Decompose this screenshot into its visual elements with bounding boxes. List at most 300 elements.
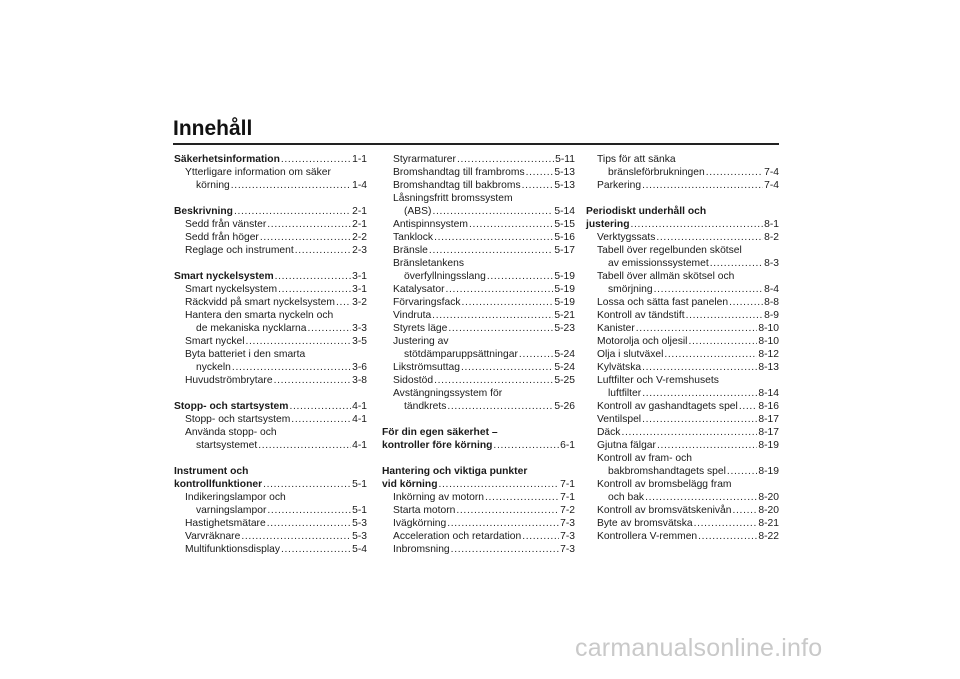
toc-entry-label: Katalysator xyxy=(393,284,445,295)
dot-leader xyxy=(263,478,351,491)
toc-entry[interactable] xyxy=(174,244,367,257)
toc-entry[interactable] xyxy=(382,153,575,166)
toc-entry-label: Justering av xyxy=(393,336,449,347)
page-number: 8-1 xyxy=(764,219,779,230)
toc-entry-label: överfyllningsslang xyxy=(404,271,486,282)
toc-entry-label: Ytterligare information om säker xyxy=(185,167,331,178)
toc-entry[interactable] xyxy=(586,361,779,374)
toc-entry-label: Antispinnsystem xyxy=(393,219,468,230)
toc-entry-label: av emissionssystemet xyxy=(608,258,709,269)
toc-line xyxy=(174,543,367,556)
page-number: 5-19 xyxy=(554,271,575,282)
toc-line xyxy=(174,465,367,478)
page-number: 5-19 xyxy=(554,284,575,295)
page-number: 8-9 xyxy=(764,310,779,321)
toc-entry[interactable] xyxy=(586,322,779,335)
dot-leader xyxy=(739,400,758,413)
toc-entry[interactable] xyxy=(586,296,779,309)
page-number: 8-4 xyxy=(764,284,779,295)
toc-entry-label: luftfilter xyxy=(608,388,642,399)
toc-entry[interactable] xyxy=(586,270,779,296)
toc-line xyxy=(382,530,575,543)
page-number: 8-10 xyxy=(758,323,779,334)
toc-entry-label: Multifunktionsdisplay xyxy=(185,544,281,555)
toc-entry-label: Styrets läge xyxy=(393,323,448,334)
toc-entry[interactable] xyxy=(174,530,367,543)
toc-entry[interactable] xyxy=(382,257,575,283)
toc-entry-label: Reglage och instrument xyxy=(185,245,294,256)
dot-leader xyxy=(275,270,352,283)
toc-entry-label: Lossa och sätta fast panelen xyxy=(597,297,729,308)
toc-entry[interactable] xyxy=(174,309,367,335)
dot-leader xyxy=(232,361,351,374)
toc-line xyxy=(586,504,779,517)
toc-line xyxy=(174,283,367,296)
toc-entry-label: Stopp- och startsystem xyxy=(185,414,291,425)
dot-leader xyxy=(274,374,352,387)
dot-leader xyxy=(493,439,559,452)
page-number: 8-3 xyxy=(764,258,779,269)
toc-entry[interactable] xyxy=(382,283,575,296)
toc-entry[interactable] xyxy=(382,335,575,361)
toc-entry[interactable] xyxy=(586,517,779,530)
dot-leader xyxy=(231,179,351,192)
toc-line xyxy=(382,309,575,322)
page-number: 7-2 xyxy=(560,505,575,516)
toc-entry-label: bakbromshandtagets spel xyxy=(608,466,726,477)
dot-leader xyxy=(656,231,763,244)
toc-line xyxy=(382,218,575,231)
toc-line xyxy=(174,491,367,504)
dot-leader xyxy=(456,504,559,517)
toc-entry[interactable] xyxy=(174,335,367,348)
toc-line xyxy=(382,465,575,478)
toc-line xyxy=(586,283,779,296)
toc-entry[interactable] xyxy=(174,231,367,244)
toc-entry-label: Kontroll av fram- och xyxy=(597,453,692,464)
toc-entry-label: Sedd från vänster xyxy=(185,219,267,230)
page-number: 3-1 xyxy=(352,271,367,282)
dot-leader xyxy=(733,504,758,517)
toc-line xyxy=(586,530,779,543)
toc-entry-label: Tabell över regelbunden skötsel xyxy=(597,245,742,256)
toc-entry-label: Avstängningssystem för xyxy=(393,388,503,399)
dot-leader xyxy=(485,491,559,504)
toc-entry-label: Motorolja och oljesil xyxy=(597,336,688,347)
toc-entry-label: Tabell över allmän skötsel och xyxy=(597,271,735,282)
toc-line xyxy=(174,426,367,439)
toc-entry[interactable] xyxy=(586,478,779,504)
toc-entry[interactable] xyxy=(586,335,779,348)
toc-entry[interactable] xyxy=(586,348,779,361)
page-number: 5-26 xyxy=(554,401,575,412)
page-number: 5-4 xyxy=(352,544,367,555)
toc-line xyxy=(382,322,575,335)
toc-section-heading: Periodiskt underhåll och xyxy=(586,206,707,217)
toc-entry-label: tändkrets xyxy=(404,401,447,412)
page-number: 5-21 xyxy=(554,310,575,321)
toc-entry[interactable] xyxy=(174,426,367,452)
dot-leader xyxy=(657,439,757,452)
toc-line xyxy=(174,218,367,231)
page-number: 2-1 xyxy=(352,206,367,217)
toc-entry-label: Starta motorn xyxy=(393,505,456,516)
page-number: 2-3 xyxy=(352,245,367,256)
dot-leader xyxy=(291,413,351,426)
toc-line xyxy=(382,335,575,348)
toc-entry-label: nyckeln xyxy=(196,362,231,373)
toc-entry-label: Använda stopp- och xyxy=(185,427,277,438)
toc-line xyxy=(174,231,367,244)
toc-line xyxy=(382,244,575,257)
toc-entry[interactable] xyxy=(174,491,367,517)
dot-leader xyxy=(241,530,351,543)
toc-entry-label: Kontroll av bromsbelägg fram xyxy=(597,479,732,490)
page-number: 8-13 xyxy=(758,362,779,373)
toc-entry[interactable] xyxy=(586,426,779,439)
toc-section-heading: Instrument och xyxy=(174,466,249,477)
toc-entry-label: Bromshandtag till frambroms xyxy=(393,167,525,178)
page-number: 7-3 xyxy=(560,544,575,555)
page-number: 1-4 xyxy=(352,180,367,191)
dot-leader xyxy=(694,517,758,530)
toc-line xyxy=(174,530,367,543)
toc-line xyxy=(174,478,367,491)
dot-leader xyxy=(429,244,553,257)
toc-line xyxy=(586,205,779,218)
page-number: 5-16 xyxy=(554,232,575,243)
toc-line xyxy=(174,309,367,322)
page-number: 7-3 xyxy=(560,518,575,529)
toc-entry[interactable] xyxy=(382,296,575,309)
page-number: 7-1 xyxy=(560,479,575,490)
dot-leader xyxy=(654,283,763,296)
toc-entry[interactable] xyxy=(382,530,575,543)
toc-line xyxy=(586,374,779,387)
dot-leader xyxy=(698,530,757,543)
toc-entry[interactable] xyxy=(174,270,367,283)
toc-entry[interactable] xyxy=(382,491,575,504)
page-number: 8-2 xyxy=(764,232,779,243)
toc-line xyxy=(382,400,575,413)
toc-entry-label: Kontroll av tändstift xyxy=(597,310,685,321)
dot-leader xyxy=(710,257,763,270)
dot-leader xyxy=(519,348,553,361)
toc-line xyxy=(586,179,779,192)
dot-leader xyxy=(446,283,554,296)
page-number: 5-23 xyxy=(554,323,575,334)
page-number: 8-20 xyxy=(758,492,779,503)
toc-line xyxy=(586,478,779,491)
toc-section-heading: Hantering och viktiga punkter xyxy=(382,466,528,477)
dot-leader xyxy=(448,322,553,335)
toc-line xyxy=(382,348,575,361)
toc-entry-label: (ABS) xyxy=(404,206,432,217)
toc-line xyxy=(174,166,367,179)
toc-entry-label: Tanklock xyxy=(393,232,434,243)
toc-section-heading: Säkerhetsinformation xyxy=(174,154,280,165)
page-number: 5-24 xyxy=(554,349,575,360)
toc-entry[interactable] xyxy=(174,348,367,374)
toc-entry-label: Olja i slutväxel xyxy=(597,349,664,360)
toc-line xyxy=(174,270,367,283)
toc-line xyxy=(586,426,779,439)
dot-leader xyxy=(645,491,757,504)
dot-leader xyxy=(447,517,559,530)
page-number: 8-22 xyxy=(758,531,779,542)
toc-entry[interactable] xyxy=(382,322,575,335)
toc-entry-label: Kontrollera V-remmen xyxy=(597,531,698,542)
toc-entry-label: Gjutna fälgar xyxy=(597,440,656,451)
page-number: 4-1 xyxy=(352,401,367,412)
page-number: 5-1 xyxy=(352,505,367,516)
toc-entry-label: Ventilspel xyxy=(597,414,642,425)
toc-entry[interactable] xyxy=(586,231,779,244)
toc-entry[interactable] xyxy=(174,166,367,192)
toc-entry[interactable] xyxy=(586,400,779,413)
toc-line xyxy=(174,517,367,530)
toc-entry[interactable] xyxy=(382,179,575,192)
toc-line xyxy=(382,374,575,387)
page-number: 5-13 xyxy=(554,180,575,191)
title-divider xyxy=(173,143,779,145)
toc-entry[interactable] xyxy=(174,283,367,296)
toc-line xyxy=(586,465,779,478)
toc-entry[interactable] xyxy=(174,153,367,166)
page-number: 6-1 xyxy=(560,440,575,451)
toc-line xyxy=(586,257,779,270)
toc-line xyxy=(382,231,575,244)
dot-leader xyxy=(281,153,351,166)
dot-leader xyxy=(246,335,352,348)
page-number: 1-1 xyxy=(352,154,367,165)
toc-line xyxy=(174,374,367,387)
dot-leader xyxy=(447,400,553,413)
page-number: 5-3 xyxy=(352,518,367,529)
toc-line xyxy=(382,283,575,296)
dot-leader xyxy=(234,205,351,218)
dot-leader xyxy=(336,296,351,309)
toc-entry[interactable] xyxy=(382,244,575,257)
toc-line xyxy=(174,322,367,335)
toc-entry[interactable] xyxy=(586,205,779,231)
toc-entry-label: Bränsle xyxy=(393,245,428,256)
toc-entry[interactable] xyxy=(382,218,575,231)
toc-entry-label: smörjning xyxy=(608,284,653,295)
page-number: 2-2 xyxy=(352,232,367,243)
page-number: 8-10 xyxy=(758,336,779,347)
page-number: 3-5 xyxy=(352,336,367,347)
dot-leader xyxy=(469,218,553,231)
toc-line xyxy=(382,491,575,504)
page-number: 4-1 xyxy=(352,440,367,451)
page-number: 5-15 xyxy=(554,219,575,230)
page-number: 8-21 xyxy=(758,518,779,529)
toc-entry-label: och bak xyxy=(608,492,645,503)
toc-entry-label: Smart nyckel xyxy=(185,336,245,347)
toc-entry-label: stötdämparuppsättningar xyxy=(404,349,518,360)
page-number: 3-2 xyxy=(352,297,367,308)
page-number: 8-19 xyxy=(758,466,779,477)
toc-entry-label: Tips för att sänka xyxy=(597,154,676,165)
toc-line xyxy=(382,543,575,556)
toc-line xyxy=(382,517,575,530)
page-number: 8-16 xyxy=(758,401,779,412)
toc-entry-label: Sedd från höger xyxy=(185,232,259,243)
page-number: 3-1 xyxy=(352,284,367,295)
toc-entry[interactable] xyxy=(174,543,367,556)
toc-line xyxy=(586,335,779,348)
page-number: 7-1 xyxy=(560,492,575,503)
toc-entry[interactable] xyxy=(586,413,779,426)
dot-leader xyxy=(487,270,554,283)
toc-line xyxy=(174,348,367,361)
toc-entry-label: bränsleförbrukningen xyxy=(608,167,705,178)
dot-leader xyxy=(434,374,553,387)
toc-line xyxy=(586,491,779,504)
toc-entry[interactable] xyxy=(382,426,575,452)
toc-line xyxy=(382,478,575,491)
page-title: Innehåll xyxy=(173,117,253,140)
toc-entry[interactable] xyxy=(174,296,367,309)
toc-entry[interactable] xyxy=(382,231,575,244)
toc-entry[interactable] xyxy=(174,465,367,491)
page-number: 5-14 xyxy=(554,206,575,217)
toc-line xyxy=(382,361,575,374)
toc-entry[interactable] xyxy=(586,530,779,543)
toc-entry[interactable] xyxy=(382,465,575,491)
toc-line xyxy=(382,504,575,517)
toc-entry[interactable] xyxy=(382,374,575,387)
toc-line xyxy=(174,439,367,452)
dot-leader xyxy=(729,296,763,309)
dot-leader xyxy=(664,348,757,361)
toc-entry[interactable] xyxy=(174,413,367,426)
toc-entry[interactable] xyxy=(382,387,575,413)
dot-leader xyxy=(278,283,351,296)
toc-line xyxy=(174,400,367,413)
toc-section-heading: kontroller före körning xyxy=(382,440,493,451)
toc-entry[interactable] xyxy=(174,400,367,413)
dot-leader xyxy=(267,218,351,231)
toc-line xyxy=(586,244,779,257)
toc-entry[interactable] xyxy=(586,504,779,517)
toc-entry-label: Däck xyxy=(597,427,621,438)
page-number: 5-17 xyxy=(554,245,575,256)
toc-line xyxy=(382,179,575,192)
toc-line xyxy=(586,387,779,400)
dot-leader xyxy=(642,387,757,400)
toc-line xyxy=(174,504,367,517)
toc-line xyxy=(382,270,575,283)
toc-line xyxy=(174,205,367,218)
toc-entry[interactable] xyxy=(174,218,367,231)
toc-entry-label: Kontroll av bromsvätskenivån xyxy=(597,505,732,516)
toc-line xyxy=(586,296,779,309)
page-number: 8-8 xyxy=(764,297,779,308)
watermark: carmanualsonline.info xyxy=(575,634,823,662)
toc-entry[interactable] xyxy=(586,309,779,322)
toc-line xyxy=(174,413,367,426)
toc-line xyxy=(382,426,575,439)
page-number: 5-25 xyxy=(554,375,575,386)
toc-entry[interactable] xyxy=(586,153,779,179)
dot-leader xyxy=(281,543,351,556)
dot-leader xyxy=(522,179,554,192)
toc-entry[interactable] xyxy=(382,361,575,374)
page-number: 3-3 xyxy=(352,323,367,334)
dot-leader xyxy=(258,439,351,452)
toc-line xyxy=(586,439,779,452)
toc-entry-label: Huvudströmbrytare xyxy=(185,375,273,386)
toc-entry[interactable] xyxy=(586,374,779,400)
toc-entry[interactable] xyxy=(586,452,779,478)
toc-line xyxy=(586,270,779,283)
toc-entry-label: Hastighetsmätare xyxy=(185,518,266,529)
dot-leader xyxy=(267,504,351,517)
toc-line xyxy=(174,296,367,309)
toc-entry[interactable] xyxy=(174,374,367,387)
toc-entry-label: Verktygssats xyxy=(597,232,656,243)
toc-section-heading: justering xyxy=(586,219,630,230)
toc-entry[interactable] xyxy=(382,517,575,530)
dot-leader xyxy=(642,361,757,374)
dot-leader xyxy=(451,543,559,556)
toc-section-heading: Stopp- och startsystem xyxy=(174,401,289,412)
toc-entry-label: Låsningsfritt bromssystem xyxy=(393,193,513,204)
page-number: 8-17 xyxy=(758,414,779,425)
toc-entry-label: Acceleration och retardation xyxy=(393,531,522,542)
toc-line xyxy=(174,244,367,257)
toc-line xyxy=(174,335,367,348)
dot-leader xyxy=(630,218,763,231)
page-number: 7-4 xyxy=(764,167,779,178)
toc-entry[interactable] xyxy=(174,517,367,530)
dot-leader xyxy=(642,413,757,426)
page-number: 5-13 xyxy=(554,167,575,178)
toc-entry-label: Luftfilter och V-remshusets xyxy=(597,375,719,386)
toc-line xyxy=(586,348,779,361)
toc-entry[interactable] xyxy=(586,439,779,452)
toc-entry-label: Sidostöd xyxy=(393,375,434,386)
toc-entry[interactable] xyxy=(382,166,575,179)
toc-entry[interactable] xyxy=(586,244,779,270)
toc-line xyxy=(586,413,779,426)
toc-entry[interactable] xyxy=(382,543,575,556)
page-number: 3-6 xyxy=(352,362,367,373)
toc-entry[interactable] xyxy=(382,504,575,517)
toc-entry-label: Kylvätska xyxy=(597,362,642,373)
toc-entry-label: Kanister xyxy=(597,323,635,334)
toc-entry[interactable] xyxy=(382,309,575,322)
page-number: 5-19 xyxy=(554,297,575,308)
toc-column-1 xyxy=(174,153,367,556)
dot-leader xyxy=(295,244,351,257)
toc-entry[interactable] xyxy=(586,179,779,192)
page-number: 7-3 xyxy=(560,531,575,542)
toc-entry-label: Ivägkörning xyxy=(393,518,447,529)
toc-entry-label: Inbromsning xyxy=(393,544,450,555)
toc-entry-label: Kontroll av gashandtagets spel xyxy=(597,401,738,412)
toc-entry[interactable] xyxy=(382,192,575,218)
toc-entry[interactable] xyxy=(174,205,367,218)
dot-leader xyxy=(706,166,763,179)
toc-line xyxy=(382,153,575,166)
toc-line xyxy=(586,218,779,231)
toc-line xyxy=(586,322,779,335)
toc-entry-label: varningslampor xyxy=(196,505,267,516)
page-number: 3-8 xyxy=(352,375,367,386)
